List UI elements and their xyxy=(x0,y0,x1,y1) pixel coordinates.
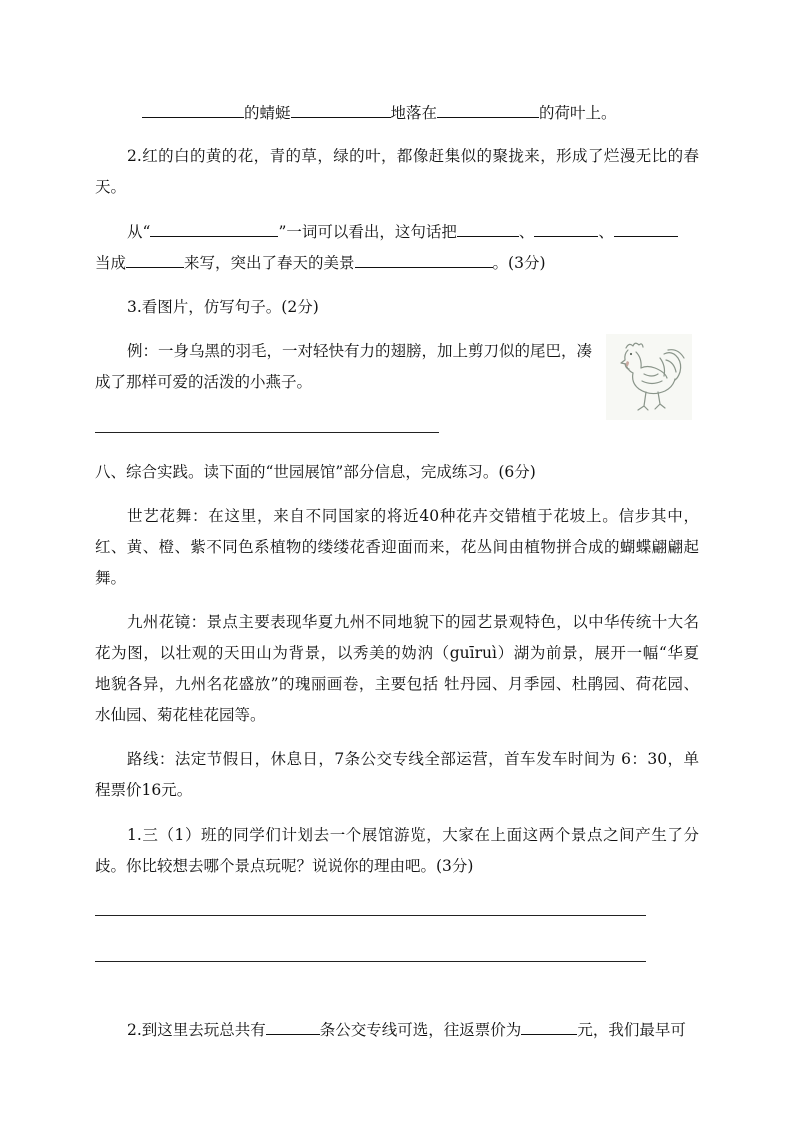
question-3-example: 例：一身乌黑的羽毛，一对轻快有力的翅膀，加上剪刀似的尾巴，凑 xyxy=(127,342,593,360)
section-8-para-2: 九州花镜：景点主要表现华夏九州不同地貌下的园艺景观特色，以中华传统十大名 xyxy=(127,613,699,631)
section-8-question-2: 2.到这里去玩总共有 条公交专线可选，往返票价为 元，我们最早可 xyxy=(127,1021,686,1039)
answer-blank[interactable] xyxy=(291,102,391,118)
section-8-para-3-cont: 程票价16元。 xyxy=(95,781,193,799)
question-2-fill-line-2: 当成 来写，突出了春天的美景 。(3分) xyxy=(95,254,546,272)
question-2-text: 2.红的白的黄的花，青的草，绿的叶，都像赶集似的聚拢来，形成了烂漫无比的春 xyxy=(127,147,699,165)
section-8-para-2-cont: 花为图，以壮观的天田山为背景，以秀美的妫汭（guīruì）湖为前景，展开一幅“华夏 xyxy=(95,644,699,662)
answer-line[interactable] xyxy=(95,915,646,916)
answer-blank[interactable] xyxy=(437,102,539,118)
answer-blank[interactable] xyxy=(150,221,278,237)
answer-blank[interactable] xyxy=(355,252,493,268)
section-8-para-2-cont: 水仙园、菊花桂花园等。 xyxy=(95,706,266,724)
section-8-para-1-cont: 舞。 xyxy=(95,569,127,587)
rooster-icon xyxy=(606,334,692,420)
answer-blank[interactable] xyxy=(534,221,598,237)
section-8-question-1-cont: 歧。你比较想去哪个景点玩呢？说说你的理由吧。(3分) xyxy=(95,857,474,875)
answer-blank[interactable] xyxy=(126,252,184,268)
answer-line[interactable] xyxy=(95,961,646,962)
answer-blank[interactable] xyxy=(266,1019,320,1035)
section-8-para-3: 路线：法定节假日，休息日，7条公交专线全部运营，首车发车时间为 6：30，单 xyxy=(127,750,699,768)
answer-line[interactable] xyxy=(95,432,439,433)
question-3-example-cont: 成了那样可爱的活泼的小燕子。 xyxy=(95,373,313,391)
question-2-fill-line-1: 从“ ”一词可以看出，这句话把 、 、 xyxy=(127,221,699,243)
section-8-title: 八、综合实践。读下面的“世园展馆”部分信息，完成练习。(6分) xyxy=(95,463,536,481)
question-3-title: 3.看图片，仿写句子。(2分) xyxy=(127,298,319,316)
answer-blank[interactable] xyxy=(521,1019,577,1035)
answer-blank[interactable] xyxy=(142,102,244,118)
section-8-para-2-cont: 地貌各异，九州名花盛放”的瑰丽画卷，主要包括 牡丹园、月季园、杜鹃园、荷花园、 xyxy=(95,675,699,693)
question-2-text-cont: 天。 xyxy=(95,178,127,196)
section-8-question-1: 1.三（1）班的同学们计划去一个展馆游览，大家在上面这两个景点之间产生了分 xyxy=(127,826,699,844)
answer-blank[interactable] xyxy=(457,221,519,237)
section-8-para-1-cont: 红、黄、橙、紫不同色系植物的缕缕花香迎面而来，花丛间由植物拼合成的蝴蝶翩翩起 xyxy=(95,538,699,556)
answer-blank[interactable] xyxy=(614,221,678,237)
section-8-para-1: 世艺花舞：在这里，来自不同国家的将近40种花卉交错植于花坡上。信步其中， xyxy=(127,507,699,525)
fill-line-dragonfly: 的蜻蜓 地落在 的荷叶上。 xyxy=(142,102,682,124)
